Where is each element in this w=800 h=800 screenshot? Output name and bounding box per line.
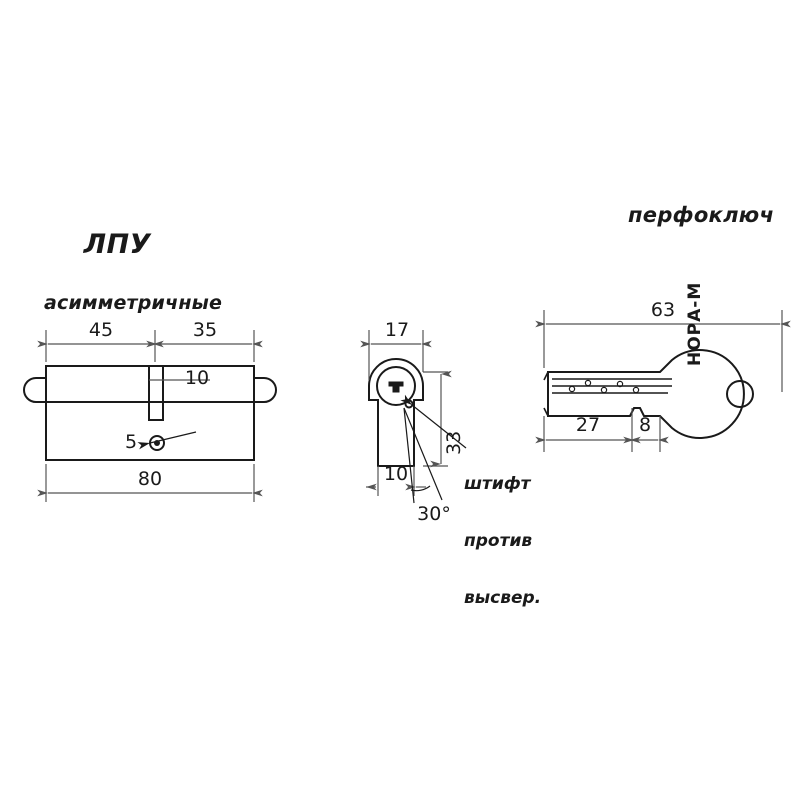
dim-5-screw [150,432,196,443]
cylinder-section-view [369,359,423,466]
dim-label-30-angle: 30° [417,503,451,525]
key-brand-label: НОРА-М [685,281,705,366]
dim-label-8-shoulder: 8 [638,414,652,436]
dim-label-17-width: 17 [384,319,410,341]
page-title-right: перфоключ [628,203,775,227]
dim-label-10-cam: 10 [184,367,210,389]
dim-label-27-blade: 27 [575,414,601,436]
annotation-drill-protection-pin [464,437,541,646]
dim-label-10-depth: 10 [383,463,409,485]
dim-label-33-height: 33 [443,430,466,456]
dim-label-80-total: 80 [137,468,163,490]
dim-30-angle [404,408,442,503]
dim-label-35: 35 [192,319,218,341]
dim-label-5-screw: 5 [124,431,138,453]
annotation-line-1: штифт [464,474,531,495]
dim-63-key-length [544,310,782,392]
annotation-line-2: против [464,531,533,552]
dim-label-45: 45 [88,319,114,341]
left-title-text: ЛПУ [83,229,151,261]
left-subtitle-text: асимметричные [44,292,223,315]
annotation-line-3: высвер. [464,588,542,609]
dim-label-63-key: 63 [650,299,676,321]
